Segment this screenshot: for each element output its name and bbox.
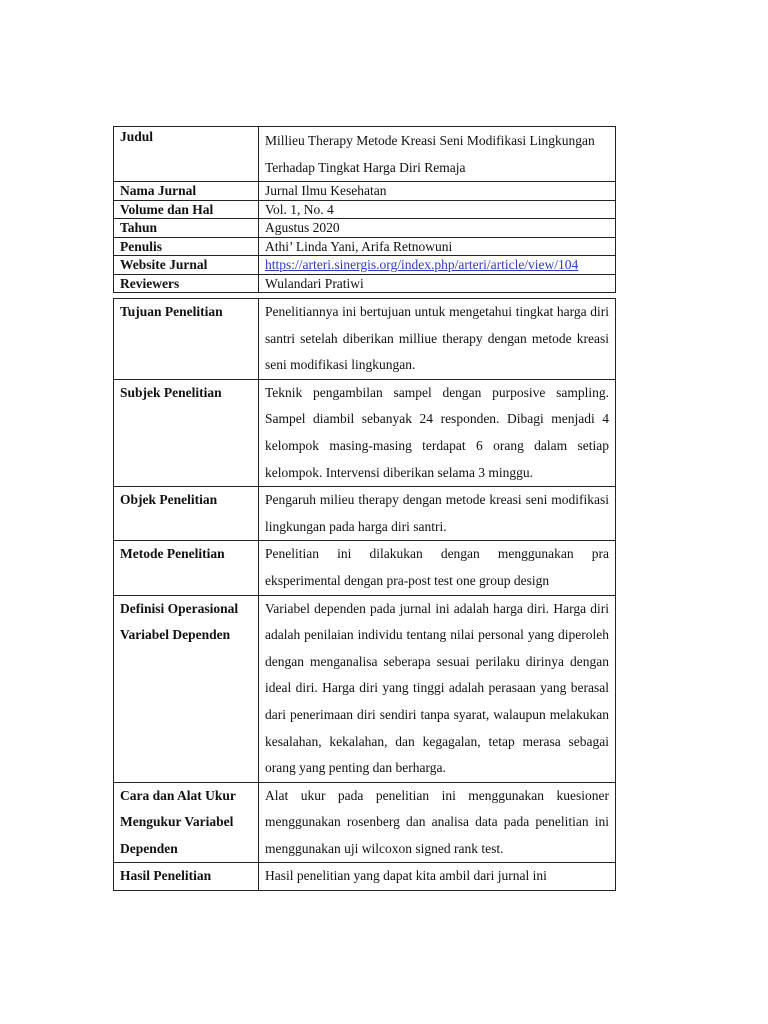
journal-info-table bbox=[113, 126, 616, 293]
table-row bbox=[114, 127, 616, 182]
table-row bbox=[114, 182, 616, 201]
research-detail-table bbox=[113, 298, 616, 891]
value-penulis: Athi’ Linda Yani, Arifa Retnowuni bbox=[259, 237, 616, 256]
table-row bbox=[114, 299, 616, 380]
value-cara-alat-ukur: Alat ukur pada penelitian ini menggunakan kuesioner menggunakan rosenberg dan analisa data pada penelitian ini menggunakan uji wilcoxon signed rank test. bbox=[259, 782, 616, 863]
label-website: Website Jurnal bbox=[114, 256, 259, 275]
website-link[interactable]: https://arteri.sinergis.org/index.php/arteri/article/view/104 bbox=[265, 257, 579, 272]
value-nama-jurnal: Jurnal Ilmu Kesehatan bbox=[259, 182, 616, 201]
label-penulis: Penulis bbox=[114, 237, 259, 256]
value-subjek: Teknik pengambilan sampel dengan purposive sampling. Sampel diambil sebanyak 24 responden. Dibagi menjadi 4 kelompok masing-masing terdapat 6 orang dalam setiap kelompok. Intervensi diberikan selama 3 minggu. bbox=[259, 379, 616, 486]
value-website bbox=[259, 256, 616, 275]
table-row bbox=[114, 379, 616, 486]
label-tujuan: Tujuan Penelitian bbox=[114, 299, 259, 380]
table-row bbox=[114, 863, 616, 891]
label-volume: Volume dan Hal bbox=[114, 200, 259, 219]
table-row bbox=[114, 237, 616, 256]
value-hasil: Hasil penelitian yang dapat kita ambil dari jurnal ini bbox=[259, 863, 616, 891]
value-volume: Vol. 1, No. 4 bbox=[259, 200, 616, 219]
label-tahun: Tahun bbox=[114, 219, 259, 238]
label-judul: Judul bbox=[114, 127, 259, 182]
table-row bbox=[114, 200, 616, 219]
value-definisi: Variabel dependen pada jurnal ini adalah harga diri. Harga diri adalah penilaian individu tentang nilai personal yang diperoleh dengan menganalisa seberapa sesuai perilaku dirinya dengan ideal diri. Harga diri yang tinggi adalah perasaan yang berasal dari penerimaan diri sendiri tanpa syarat, walaupun melakukan kesalahan, kekalahan, dan kegagalan, tetap merasa sebagai orang yang penting dan berharga. bbox=[259, 595, 616, 782]
label-subjek: Subjek Penelitian bbox=[114, 379, 259, 486]
table-row bbox=[114, 541, 616, 595]
label-reviewers: Reviewers bbox=[114, 274, 259, 293]
value-tujuan: Penelitiannya ini bertujuan untuk mengetahui tingkat harga diri santri setelah diberikan milliue therapy dengan metode kreasi seni modifikasi lingkungan. bbox=[259, 299, 616, 380]
value-objek: Pengaruh milieu therapy dengan metode kreasi seni modifikasi lingkungan pada harga diri santri. bbox=[259, 487, 616, 541]
value-reviewers: Wulandari Pratiwi bbox=[259, 274, 616, 293]
table-row bbox=[114, 595, 616, 782]
table-row bbox=[114, 782, 616, 863]
value-judul: Millieu Therapy Metode Kreasi Seni Modifikasi Lingkungan Terhadap Tingkat Harga Diri Remaja bbox=[259, 127, 616, 182]
label-metode: Metode Penelitian bbox=[114, 541, 259, 595]
table-row bbox=[114, 256, 616, 275]
label-definisi: Definisi Operasional Variabel Dependen bbox=[114, 595, 259, 782]
label-nama-jurnal: Nama Jurnal bbox=[114, 182, 259, 201]
table-row bbox=[114, 487, 616, 541]
label-cara-alat-ukur: Cara dan Alat Ukur Mengukur Variabel Dependen bbox=[114, 782, 259, 863]
table-row bbox=[114, 274, 616, 293]
label-hasil: Hasil Penelitian bbox=[114, 863, 259, 891]
table-row bbox=[114, 219, 616, 238]
label-objek: Objek Penelitian bbox=[114, 487, 259, 541]
value-tahun: Agustus 2020 bbox=[259, 219, 616, 238]
value-metode: Penelitian ini dilakukan dengan menggunakan pra eksperimental dengan pra-post test one group design bbox=[259, 541, 616, 595]
